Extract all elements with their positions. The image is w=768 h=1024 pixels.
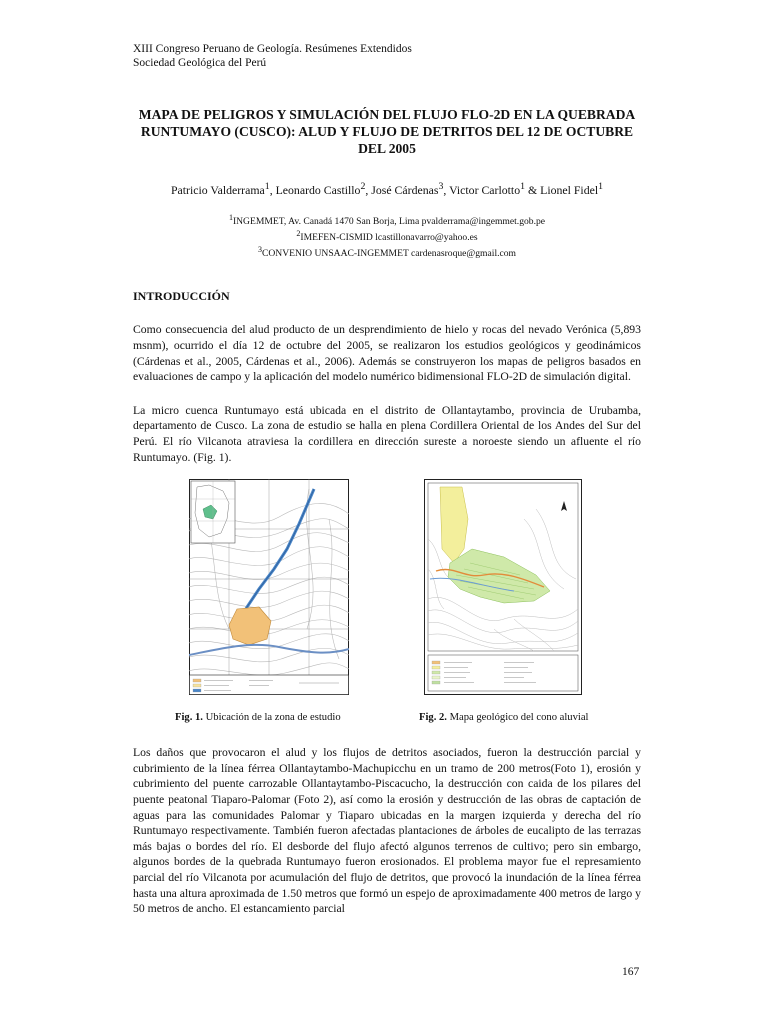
author: Patricio Valderrama$^1$, [170,181,276,197]
affiliation-list [133,212,641,261]
conference-name: XIII Congreso Peruano de Geología. Resúmenes Extendidos [133,43,412,55]
author-list [133,179,641,198]
figure-row [133,479,641,737]
affiliation: $^1$INGEMMET, Av. Canadá 1470 San Borja, Lima pvalderrama@ingemmet.gob.pe [228,212,546,228]
paper-title: MAPA DE PELIGROS Y SIMULACIÓN DEL FLUJO FLO-2D EN LA QUEBRADA RUNTUMAYO (CUSCO): ALUD Y FLUJO DE DETRITOS DEL 12 DE OCTUBRE DEL 2005 [138,107,636,156]
figure-2-geological-map [424,479,582,695]
running-header [133,42,641,70]
paragraph-1: Como consecuencia del alud producto de un desprendimiento de hielo y rocas del nevado Verónica (5,893 msnm), ocurrido el día 12 de octubre del 2005, se realizaron los estudios geológicos y geodinámicos (Cárdenas et al., 2005, Cárdenas et al., 2006). Además se construyeron los mapas de peligros basados en evaluaciones de campo y la aplicación del modelo numérico bidimensional FLO-2D de simulación digital. [133,323,641,384]
location-map-image [189,479,349,695]
paragraph-3: Los daños que provocaron el alud y los flujos de detritos asociados, fueron la destrucción parcial y cubrimiento de la línea férrea Ollantaytambo-Machupicchu en un tramo de 200 metros(Foto 1), erosión y cubrimiento del puente carrozable Ollantaytambo-Piscacucho, la destrucción con caida de los pilares del puente peatonal Tiaparo-Palomar (Foto 2), así como la erosión y destrucción de las obras de captación de aguas para las comunidades Palomar y Tiaparo ubicadas en la margen izquierda y derecha del río Runtumayo respectivamente. También fueron afectadas plantaciones de árboles de eucalipto de las terrazas más bajas o bordes del río. El desborde del flujo afectó algunos terrenos de cultivo; pero sin embargo, algunos bordes de la quebrada Runtumayo fueron erosionados. El problema mayor fue el represamiento parcial del río Vilcanota por acumulación del flujo de detritos, que provocó la inundación de la línea férrea hasta una altura aproximada de 1.50 metros que formó un espejo de aproximadamente 400 metros de largo y 50 metros de ancho. El estancamiento parcial [133,746,641,916]
author: Victor Carlotto$^1$ & [449,181,541,197]
geological-map-image [424,479,582,695]
figure-2-caption: Fig. 2. Mapa geológico del cono aluvial [419,712,589,724]
figure-1-location-map [189,479,349,695]
paragraph-2: La micro cuenca Runtumayo está ubicada en el distrito de Ollantaytambo, provincia de Urubamba, departamento de Cusco. La zona de estudio se halla en plena Cordillera Oriental de los Andes del Sur del Perú. El río Vilcanota atraviesa la cordillera en dirección sureste a noroeste siendo un afluente el río Runtumayo. (Fig. 1). [133,403,641,464]
affiliation: $^2$IMEFEN-CISMID lcastillonavarro@yahoo.es [296,229,478,244]
paper-page [133,42,641,917]
figure-1-caption: Fig. 1. Ubicación de la zona de estudio [175,712,341,724]
author: Lionel Fidel$^1$ [540,181,604,197]
affiliation: $^3$CONVENIO UNSAAC-INGEMMET cardenasroque@gmail.com [257,245,517,260]
society-name: Sociedad Geológica del Perú [133,57,267,69]
author: Leonardo Castillo$^2$, [275,181,372,197]
author: José Cárdenas$^3$, [371,181,450,197]
page-number: 167 [622,966,640,978]
section-heading: INTRODUCCIÓN [133,289,230,304]
